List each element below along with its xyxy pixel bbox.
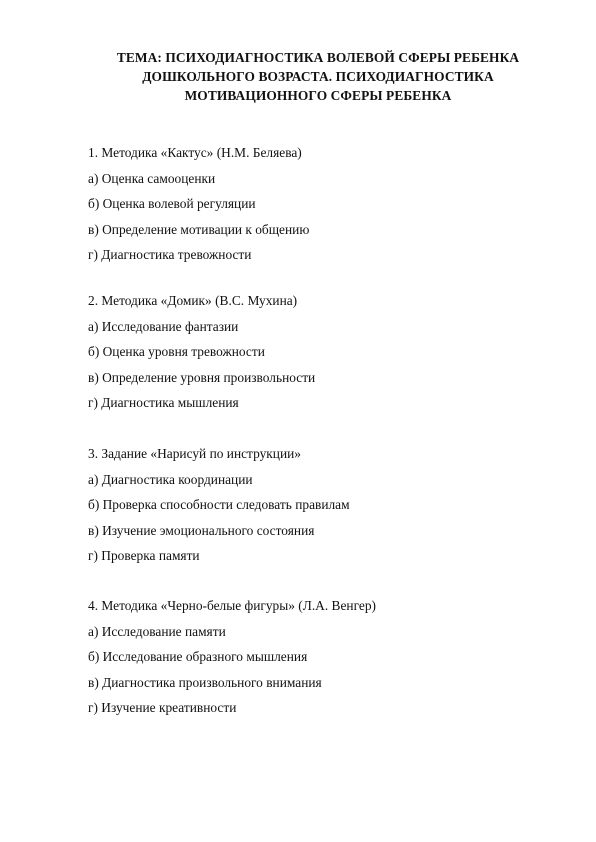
question-2 [88, 288, 548, 416]
answer-option-v: в) Определение уровня произвольности [88, 369, 316, 385]
answer-option-g: г) Проверка памяти [88, 548, 200, 563]
question-text: 1. Методика «Кактус» (Н.М. Беляева) [88, 145, 302, 160]
answer-option-a: а) Исследование памяти [88, 623, 226, 639]
answer-option-v: в) Определение мотивации к общению [88, 221, 310, 237]
question-text: 4. Методика «Черно-белые фигуры» (Л.А. Венгер) [88, 598, 377, 613]
answer-option-g: г) Диагностика мышления [88, 395, 239, 410]
question-1 [88, 140, 548, 268]
answer-option-v: в) Диагностика произвольного внимания [88, 674, 322, 690]
title-line-3: МОТИВАЦИОННОГО СФЕРЫ РЕБЕНКА [184, 88, 452, 103]
question-3 [88, 441, 548, 569]
answer-option-b: б) Проверка способности следовать правилам [88, 497, 350, 512]
answer-option-g: г) Изучение креативности [88, 700, 237, 715]
answer-option-a: а) Исследование фантазии [88, 318, 239, 334]
answer-option-b: б) Исследование образного мышления [88, 649, 308, 664]
question-text: 2. Методика «Домик» (В.С. Мухина) [88, 293, 298, 308]
answer-option-b: б) Оценка волевой регуляции [88, 196, 256, 211]
title-line-1: ТЕМА: ПСИХОДИАГНОСТИКА ВОЛЕВОЙ СФЕРЫ РЕБЕНКА [116, 50, 520, 65]
answer-option-a: а) Оценка самооценки [88, 170, 216, 186]
answer-option-v: в) Изучение эмоционального состояния [88, 522, 315, 538]
question-4 [88, 593, 548, 721]
answer-option-a: а) Диагностика координации [88, 471, 253, 487]
document-title [88, 48, 548, 105]
answer-option-b: б) Оценка уровня тревожности [88, 344, 265, 359]
question-text: 3. Задание «Нарисуй по инструкции» [88, 446, 301, 461]
title-line-2: ДОШКОЛЬНОГО ВОЗРАСТА. ПСИХОДИАГНОСТИКА [142, 69, 494, 84]
answer-option-g: г) Диагностика тревожности [88, 247, 252, 262]
